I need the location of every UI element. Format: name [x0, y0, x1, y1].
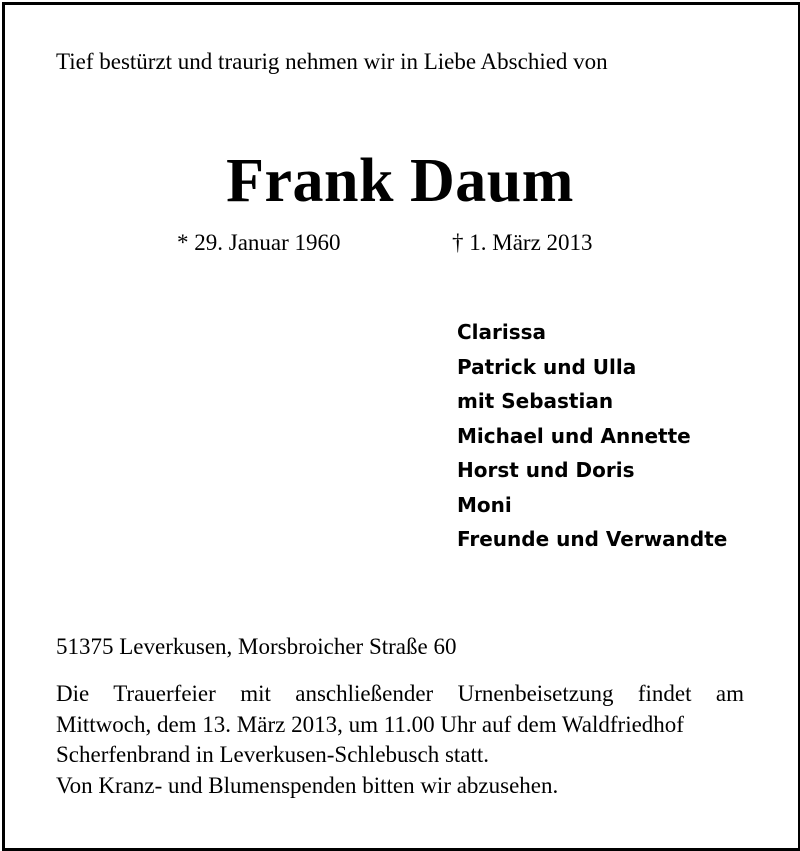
ceremony-line: Scherfenbrand in Leverkusen-Schlebusch statt. — [56, 742, 490, 767]
intro-text: Tief bestürzt und traurig nehmen wir in Liebe Abschied von — [56, 49, 608, 74]
birth-date: * 29. Januar 1960 — [177, 230, 341, 255]
family-address: 51375 Leverkusen, Morsbroicher Straße 60 — [56, 634, 457, 659]
mourner-entry: Clarissa — [457, 320, 547, 344]
mourner-entry: Freunde und Verwandte — [457, 527, 728, 551]
death-date: † 1. März 2013 — [452, 230, 593, 255]
ceremony-line: Die Trauerfeier mit anschließender Urnenbeisetzung findet am — [56, 681, 744, 706]
ceremony-line: Von Kranz- und Blumenspenden bitten wir abzusehen. — [56, 772, 559, 798]
mourner-entry: Moni — [457, 492, 512, 517]
mourner-entry: Michael und Annette — [457, 423, 691, 448]
mourner-entry: Patrick und Ulla — [457, 354, 637, 379]
ceremony-line: Mittwoch, dem 13. März 2013, um 11.00 Uhr auf dem Waldfriedhof — [56, 711, 684, 737]
mourners-list — [457, 315, 727, 557]
ceremony-paragraph — [56, 679, 744, 801]
deceased-name: Frank Daum — [226, 147, 574, 215]
mourner-entry: Horst und Doris — [457, 458, 635, 482]
mourner-entry: mit Sebastian — [457, 389, 614, 413]
